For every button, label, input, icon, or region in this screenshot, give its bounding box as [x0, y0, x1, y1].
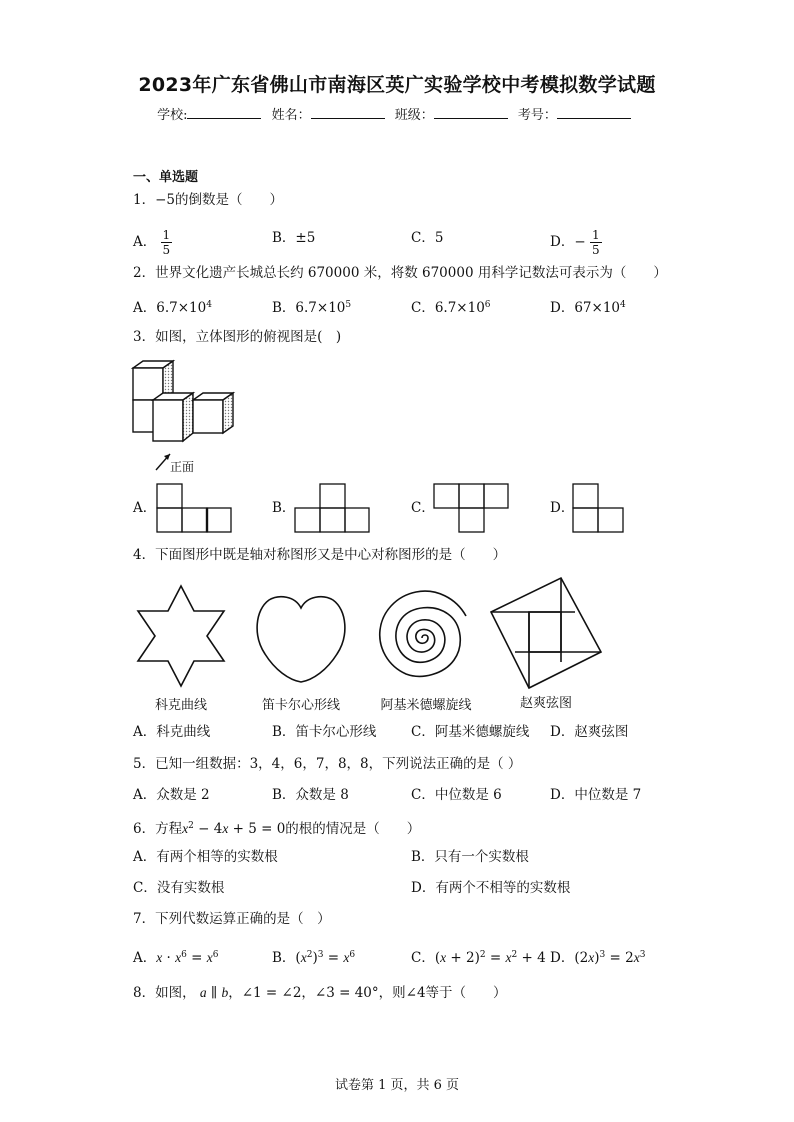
exponent: 6 [484, 300, 491, 310]
exponent: 4 [620, 300, 626, 310]
student-info-line [0, 104, 794, 123]
zhao-shuang-figure [487, 576, 605, 690]
cardioid-figure [255, 592, 347, 684]
option-label: B． [272, 950, 296, 966]
spiral-caption: 阿基米德螺旋线 [380, 698, 472, 713]
q3-option-d-label[interactable]: D． [550, 500, 575, 516]
condition: a ∥ b，∠1 = ∠2，∠3 = 40° [199, 985, 379, 1001]
q7-option-b[interactable] [272, 946, 355, 967]
option-text: C．6.7×10 [411, 300, 485, 316]
section-heading: 一、单选题 [133, 170, 199, 185]
q2-stem: 2．世界文化遗产长城总长约 670000 米，将数 670000 用科学记数法可表示为（ ） [133, 265, 667, 281]
q3-option-c-shape[interactable] [433, 483, 509, 533]
expression: $(2x)^3 = 2x^3$ [574, 950, 646, 966]
name-blank[interactable] [311, 106, 385, 119]
koch-caption: 科克曲线 [154, 698, 207, 713]
option-label: A． [133, 950, 157, 966]
expression: $(x^2)^3 = x^6$ [295, 950, 356, 966]
school-blank[interactable] [187, 106, 261, 119]
q3-option-d-shape[interactable] [572, 483, 624, 533]
option-text: A．6.7×10 [133, 300, 207, 316]
q7-option-a[interactable] [133, 946, 219, 967]
q6-option-c[interactable]: C．没有实数根 [133, 880, 225, 896]
q3-option-a-shape[interactable] [156, 483, 232, 533]
q1-option-d[interactable] [550, 228, 602, 257]
q6-option-b[interactable]: B．只有一个实数根 [411, 849, 529, 865]
q2-option-d[interactable] [550, 296, 626, 317]
stem-suffix: 的根的情况是（ ） [285, 821, 421, 837]
exam-no-label: 考号： [517, 108, 557, 123]
q2-option-b[interactable] [272, 296, 351, 317]
cardioid-caption: 笛卡尔心形线 [261, 698, 340, 713]
q6-stem [133, 817, 420, 838]
cube-figure [128, 358, 238, 473]
q8-stem [133, 984, 507, 1002]
q7-stem: 7．下列代数运算正确的是（ ） [133, 911, 331, 927]
stem-prefix: 8．如图， [133, 985, 196, 1001]
zhao-caption: 赵爽弦图 [519, 696, 572, 711]
q7-option-c[interactable] [411, 946, 546, 967]
fraction: $\frac{1}{5}$ [591, 228, 600, 257]
q4-stem: 4．下面图形中既是轴对称图形又是中心对称图形的是（ ） [133, 547, 507, 563]
q6-option-d[interactable]: D．有两个不相等的实数根 [411, 880, 571, 896]
q1-stem: 1．−5的倒数是（ ） [133, 192, 283, 208]
page-footer: 试卷第 1 页，共 6 页 [334, 1078, 460, 1093]
q7-option-d[interactable] [550, 946, 645, 967]
expression: $x \cdot x^6 = x^6$ [156, 950, 219, 966]
option-label: C． [411, 950, 435, 966]
q4-option-c[interactable]: C．阿基米德螺旋线 [411, 724, 530, 740]
q1-option-b[interactable]: B．±5 [272, 230, 316, 246]
class-label: 班级： [394, 108, 434, 123]
q1-option-c[interactable]: C．5 [411, 230, 444, 246]
stem-suffix: ，则∠4等于（ ） [378, 985, 507, 1001]
q5-option-b[interactable]: B．众数是 8 [272, 787, 349, 803]
q4-option-a[interactable]: A．科克曲线 [133, 724, 211, 740]
school-label: 学校: [157, 108, 188, 123]
q6-option-a[interactable]: A．有两个相等的实数根 [133, 849, 278, 865]
option-label: D． [550, 234, 575, 250]
q5-option-c[interactable]: C．中位数是 6 [411, 787, 502, 803]
q5-stem: 5．已知一组数据：3，4，6，7，8，8，下列说法正确的是（ ） [133, 756, 522, 772]
q2-option-a[interactable] [133, 296, 212, 317]
stem-prefix: 6．方程 [133, 821, 183, 837]
front-label: 正面 [170, 460, 195, 474]
q3-option-b-shape[interactable] [294, 483, 370, 533]
q5-option-d[interactable]: D．中位数是 7 [550, 787, 642, 803]
q1-option-a[interactable] [133, 228, 172, 257]
name-label: 姓名： [271, 108, 311, 123]
option-label: A． [133, 234, 157, 250]
option-text: B．6.7×10 [272, 300, 346, 316]
archimedean-spiral-figure [370, 588, 474, 688]
option-text: D．67×10 [550, 300, 620, 316]
class-blank[interactable] [434, 106, 508, 119]
q3-option-a-label[interactable]: A． [133, 500, 157, 516]
minus-sign: − [574, 234, 586, 250]
q2-option-c[interactable] [411, 296, 491, 317]
q4-option-d[interactable]: D．赵爽弦图 [550, 724, 629, 740]
exponent: 5 [345, 300, 352, 310]
page-title: 2023年广东省佛山市南海区英广实验学校中考模拟数学试题 [138, 74, 656, 96]
q3-option-c-label[interactable]: C． [411, 500, 435, 516]
exponent: 4 [206, 300, 212, 310]
q4-option-b[interactable]: B．笛卡尔心形线 [272, 724, 377, 740]
exam-no-blank[interactable] [557, 106, 631, 119]
q5-option-a[interactable]: A．众数是 2 [133, 787, 210, 803]
fraction: $\frac{1}{5}$ [162, 228, 171, 257]
equation: $x^2 - 4x + 5 = 0$ [182, 821, 286, 837]
q3-option-b-label[interactable]: B． [272, 500, 296, 516]
expression: $(x + 2)^2 = x^2 + 4$ [434, 950, 546, 966]
q3-stem: 3．如图，立体图形的俯视图是( ) [133, 329, 342, 345]
koch-curve-figure [131, 584, 231, 688]
option-label: D． [550, 950, 575, 966]
